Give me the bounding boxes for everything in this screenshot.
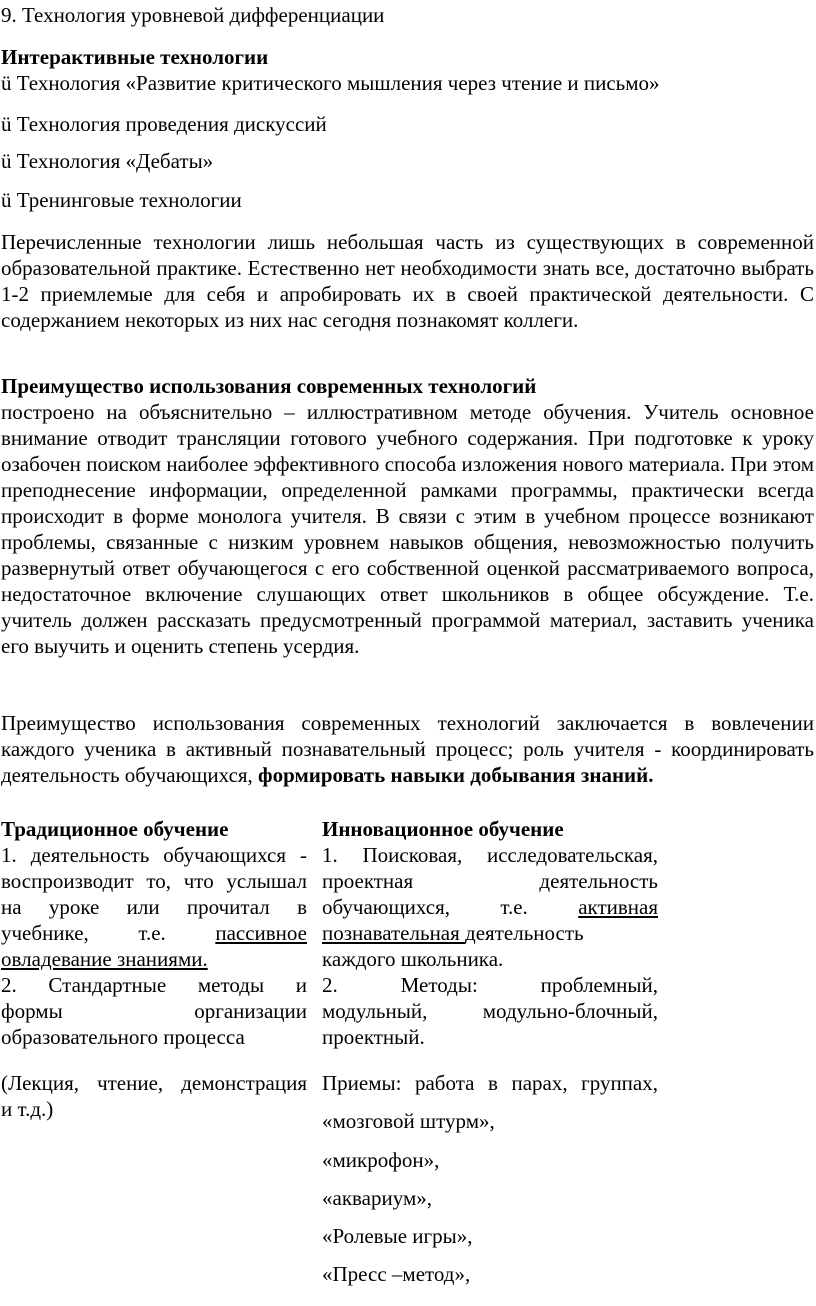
advantage-title: Преимущество использования современных технологий (1, 374, 537, 398)
table-cell-line: модульный, модульно-блочный, (322, 999, 658, 1023)
cell-text: обучающихся, т.е. (322, 895, 579, 919)
table-cell-line: 2. Методы: проблемный, (322, 973, 658, 997)
table-cell-line (322, 894, 658, 920)
table-cell-line (1, 920, 307, 946)
underlined-text: пассивное (215, 921, 307, 945)
paragraph-text: Преимущество использования современных технологий заключается в вовлечении каждого ученика в активный познавательный процесс; роль учителя - координировать деятельность обучающихся, (1, 711, 814, 787)
technique-item: «микрофон», (322, 1148, 440, 1172)
technique-item: «мозговой штурм», (322, 1109, 495, 1133)
table-cell-line: образовательного процесса (1, 1025, 245, 1049)
list-item: ü Технология «Развитие критического мышления через чтение и письмо» (1, 71, 660, 95)
technique-item: «Пресс –метод», (322, 1262, 471, 1286)
innovative-column-techniques (322, 1070, 658, 1096)
table-cell-line: воспроизводит то, что услышал (1, 869, 307, 893)
table-cell-line: и т.д.) (1, 1097, 54, 1121)
table-cell-line: каждого школьника. (322, 947, 504, 971)
table-cell-line: на уроке или прочитал в (1, 895, 307, 919)
technique-item: «аквариум», (322, 1186, 432, 1210)
paragraph-bold-text: формировать навыки добывания знаний. (258, 763, 654, 787)
table-cell-line: формы организации (1, 999, 307, 1023)
table-cell-line: (Лекция, чтение, демонстрация (1, 1071, 307, 1095)
table-cell-line: 1. деятельность обучающихся - (1, 843, 307, 867)
table-cell-line: 2. Стандартные методы и (1, 973, 307, 997)
interactive-technologies-title: Интерактивные технологии (1, 45, 269, 69)
header-innovative: Инновационное обучение (322, 817, 564, 841)
section-heading-line: 9. Технология уровневой дифференциации (1, 3, 385, 27)
table-cell-line: проектная деятельность (322, 869, 658, 893)
cell-text: учебнике, т.е. (1, 921, 216, 945)
table-cell-line: Приемы: работа в парах, группах, (322, 1071, 658, 1095)
table-cell-line (322, 920, 658, 946)
paragraph-explanatory-method: построено на объяснительно – иллюстративном методе обучения. Учитель основное внимание отводит трансляции готового учебного содержания. При подготовке к уроку озабочен поиском наиболее эффективного способа изложения нового материала. При этом преподнесение информации, определенной рамками программы, практически всегда происходит в форме монолога учителя. В связи с этим в учебном процессе возникают проблемы, связанные с низким уровнем навыков общения, невозможностью получить развернутый ответ обучающегося с его собственной оценкой рассматриваемого вопроса, недостаточное включение слушающих ответ школьников в общее обсуждение. Т.е. учитель должен рассказать предусмотренный программой материал, заставить ученика его выучить и оценить степень усердия. (1, 400, 814, 658)
traditional-column-examples (1, 1070, 307, 1122)
traditional-column (1, 842, 307, 1050)
cell-text: деятельность (465, 921, 584, 945)
table-cell-line: 1. Поисковая, исследовательская, (322, 843, 658, 867)
technique-list (322, 1108, 658, 1299)
technique-item: «Ролевые игры», (322, 1224, 473, 1248)
innovative-column (322, 842, 658, 1050)
paragraph-advantage-conclusion (1, 710, 814, 788)
list-item: ü Тренинговые технологии (1, 188, 242, 212)
underlined-text: овладевание знаниями. (1, 947, 208, 971)
list-item: ü Технология «Дебаты» (1, 149, 214, 173)
table-cell-line: проектный. (322, 1025, 425, 1049)
table-cell-line (1, 946, 307, 972)
underlined-text: активная (578, 895, 658, 919)
paragraph-listed-technologies: Перечисленные технологии лишь небольшая часть из существующих в современной образовательной практике. Естественно нет необходимости знать все, достаточно выбрать 1-2 приемлемые для себя и апробировать их в своей практической деятельности. С содержанием некоторых из них нас сегодня познакомят коллеги. (1, 230, 814, 332)
header-traditional: Традиционное обучение (1, 817, 229, 841)
underlined-text: познавательная (322, 921, 466, 945)
table-header (1, 816, 661, 842)
list-item: ü Технология проведения дискуссий (1, 112, 327, 136)
